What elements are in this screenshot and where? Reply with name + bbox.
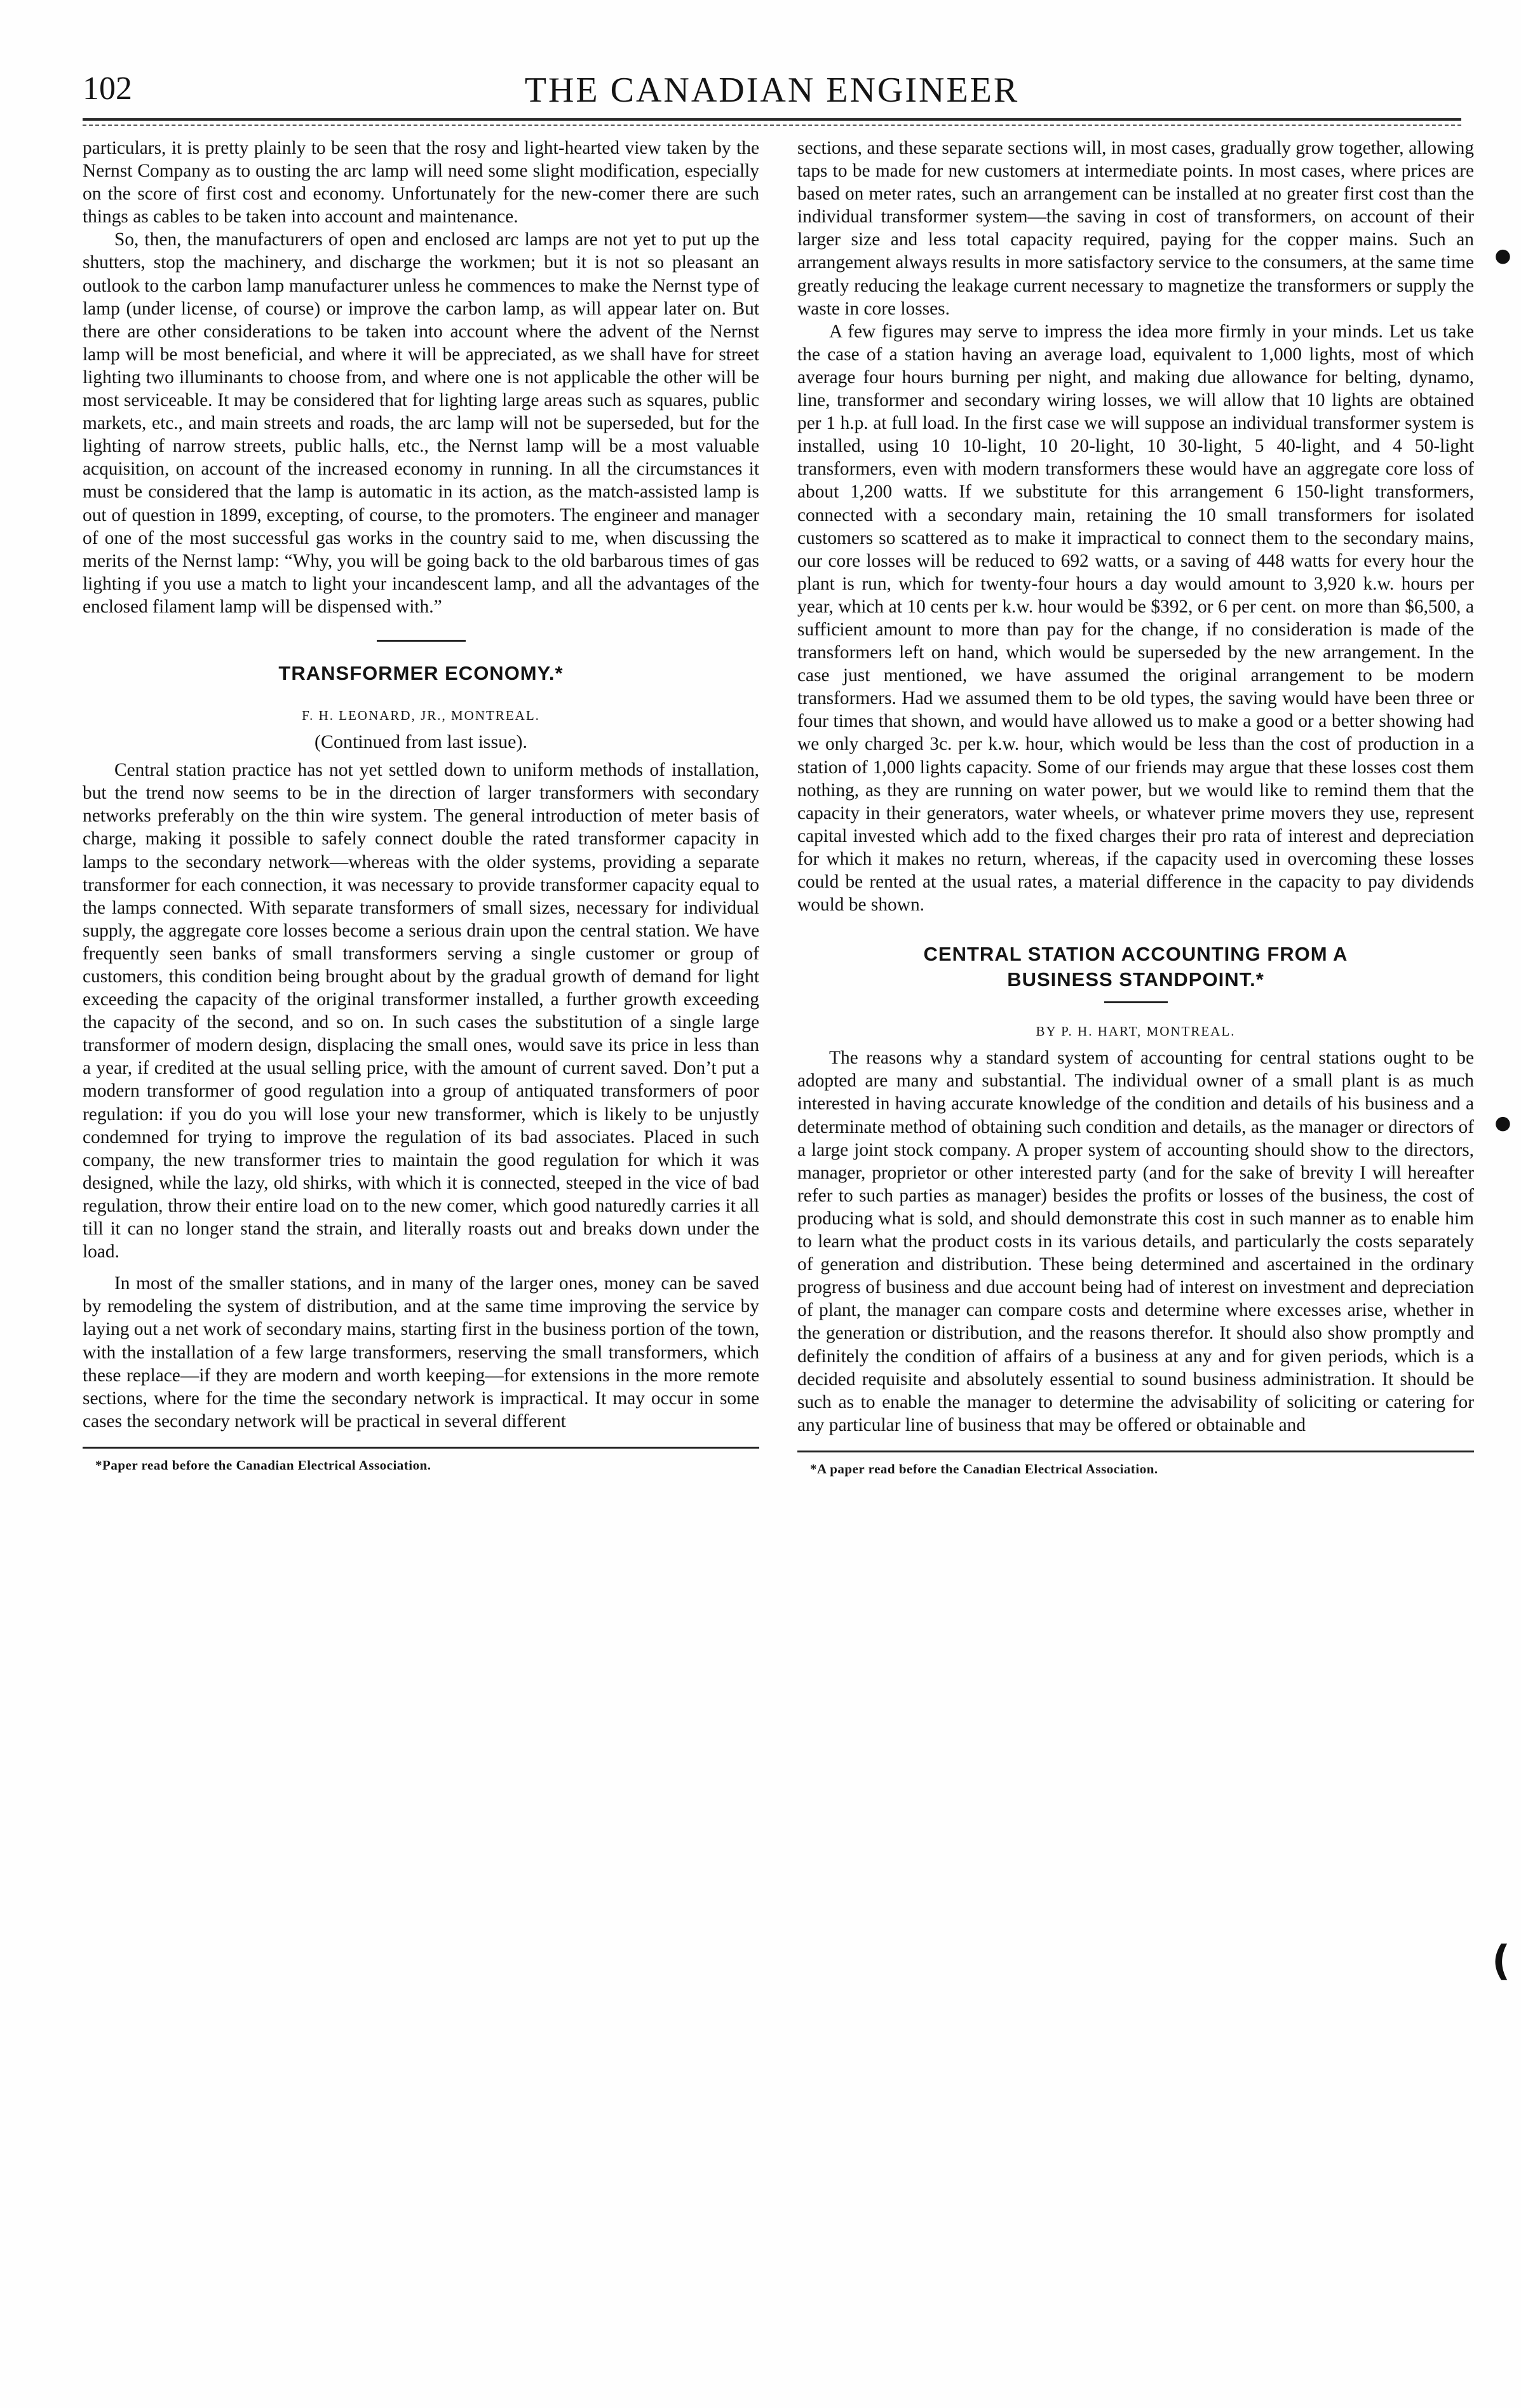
paragraph-smaller-stations: In most of the smaller stations, and in many of the larger ones, money can be saved by remodeling the system of distribution, and at the same time improving the service by laying out a net work of secondary mains, starting first in the business portion of the town, with the installation of a few large transformers, reserving the small transformers, which these replace—if they are modern and worth keeping—for extensions in the more remote sections, where for the time the secondary network is impractical. It may occur in some cases the secondary network will be practical in several different	[83, 1273, 759, 1431]
section-title-accounting	[797, 942, 1474, 992]
footnote-rule	[83, 1447, 759, 1449]
paragraph-accounting-reasons: The reasons why a standard system of accounting for central stations ought to be adopted are many and substantial. The individual owner of a small plant is as much interested in having accurate knowledge of the condition and details of his business and a determinate method of obtaining such condition and details, as the manager or directors of a large joint stock company. A proper system of accounting should show to the directors, manager, proprietor or other interested party (and for the sake of brevity I will hereafter refer to such parties as manager) besides the profits or losses of the business, the cost of producing what is sold, and should demonstrate this cost in such manner as to enable him to learn what the product costs in its various details, and particularly the costs separately of generation and distribution. These being determined and ascertained in the ordinary progress of business and due account being had of interest on investment and depreciation of plant, the manager can compare costs and determine where excesses arise, whether in the generation or distribution, and the reasons therefor. It should also show promptly and definitely the condition of affairs of a business at any and for given periods, which is a decided requisite and absolutely essential to sound business administration. It should be such as to enable the manager to determine the advisability of soliciting or catering for any particular line of business that may be offered or obtainable and	[797, 1048, 1474, 1435]
byline-hart: BY P. H. HART, MONTREAL.	[1036, 1024, 1236, 1039]
paragraph-few-figures: A few figures may serve to impress the idea more firmly in your minds. Let us take the case of a station having an average load, equivalent to 1,000 lights, most of which average four hours burning per night, and making due allowance for belting, dynamo, line, transformer and secondary wiring losses, we will allow that 10 lights are obtained per 1 h.p. at full load. In the first case we will suppose an individual transformer system is installed, using 10 10-light, 10 20-light, 10 30-light, 5 40-light, and 4 50-light transformers, even with modern transformers these would have an aggregate core loss of about 1,200 watts. If we substitute for this arrangement 6 150-light transformers, connected with a secondary main, retaining the 10 small transformers for isolated customers so scattered as to make it impractical to connect them to the secondary mains, our core losses will be reduced to 692 watts, or a saving of 448 watts for every hour the plant is run, which for twenty-four hours a day would amount to 3,920 k.w. hours per year, which at 10 cents per k.w. hour would be $392, or 6 per cent. on more than $6,500, a sufficient amount to more than pay for the change, if no consideration is made of the transformers left on hand, which would be superseded by the new arrangement. In the case just mentioned, we have assumed the original arrangement to be modern transformers. Had we assumed them to be old types, the saving would have been three or four times that shown, and would have allowed us to make a good or a better showing had we only charged 3c. per k.w. hour, which would be less than the cost of production in a station of 1,000 lights capacity. Some of our friends may argue that these losses cost them nothing, as they are running on water power, but we would like to remind them that the capacity in their generators, water wheels, or whatever prime movers they use, represent capital invested which add to the fixed charges their pro rata of interest and depreciation for which it makes no return, whereas, if the capacity used in overcoming these losses could be rented at the usual rates, a material difference in the capacity to pay dividends would be shown.	[797, 321, 1474, 916]
byline-leonard: F. H. LEONARD, JR., MONTREAL.	[302, 707, 540, 723]
continued-note: (Continued from last issue).	[314, 731, 527, 753]
title-underline	[1104, 1001, 1168, 1003]
header-rule	[83, 118, 1461, 121]
paragraph-arc-lamps: So, then, the manufacturers of open and enclosed arc lamps are not yet to put up the shutters, stop the machinery, and discharge the workmen; but it is not so pleasant an outlook to the carbon lamp manufacturer unless he commences to make the Nernst type of lamp (under license, of course) or improve the carbon lamp, as will appear later on. But there are other considerations to be taken into account where the advent of the Nernst lamp will be most beneficial, and where it will be appreciated, as we shall have for street lighting two illuminants to choose from, and where one is not applicable the other will be most serviceable. It may be considered that for lighting large areas such as squares, public markets, etc., and main streets and roads, the arc lamp will not be superseded, but for the lighting of narrow streets, public halls, etc., the Nernst lamp will be a most valuable acquisition, on account of the increased economy in running. In all the circumstances it must be considered that the lamp is automatic in its action, as the match-assisted lamp is out of question in 1899, excepting, of course, to the promoters. The engineer and manager of one of the most successful gas works in the country said to me, when discussing the merits of the Nernst lamp: “Why, you will be going back to the old barbarous times of gas lighting if you use a match to light your incandescent lamp, and all the advantages of the enclosed filament lamp will be dispensed with.”	[83, 229, 759, 617]
left-column	[83, 137, 759, 1477]
paragraph-separate-sections: sections, and these separate sections will, in most cases, gradually grow together, allowing taps to be made for new customers at intermediate points. In most cases, where prices are based on meter rates, such an arrangement can be installed at no greater first cost than the individual transformer system—the saving in cost of transformers, on account of their larger size and less total capacity required, paying for the copper mains. Such an arrangement always results in more satisfactory service to the consumers, at the same time greatly reducing the leakage current necessary to magnetize the transformers or supply the waste in core losses.	[797, 138, 1474, 319]
margin-punch-hole-mark: •	[1490, 1102, 1516, 1149]
footnote-left: *Paper read before the Canadian Electrical Association.	[95, 1457, 431, 1473]
footnote-rule-right	[797, 1451, 1474, 1452]
header-rule-dashed	[83, 125, 1461, 126]
spacer	[797, 916, 1474, 942]
footnote-right: *A paper read before the Canadian Electrical Association.	[810, 1461, 1158, 1477]
journal-title: THE CANADIAN ENGINEER	[524, 71, 1020, 110]
paragraph-nernst-cont: particulars, it is pretty plainly to be seen that the rosy and light-hearted view taken by the Nernst Company as to ousting the arc lamp will need some slight modification, especially on the score of first cost and economy. Unfortunately for the new-comer there are such things as cables to be taken into account and maintenance.	[83, 138, 759, 227]
section-title-line-1: CENTRAL STATION ACCOUNTING FROM A	[923, 943, 1348, 966]
page-number: 102	[83, 71, 132, 107]
section-title-line-2: BUSINESS STANDPOINT.*	[1007, 968, 1264, 991]
margin-punch-hole-mark: •	[1490, 235, 1516, 282]
section-title-transformer-economy: TRANSFORMER ECONOMY.*	[278, 661, 564, 684]
right-column	[797, 137, 1474, 1480]
page-header	[83, 70, 1461, 121]
section-divider	[377, 640, 466, 642]
paragraph-central-station-practice: Central station practice has not yet settled down to uniform methods of installation, but the trend now seems to be in the direction of larger transformers with secondary networks preferably on the thin wire system. The general introduction of meter basis of charge, making it possible to safely connect double the rated transformer capacity in lamps to the secondary network—whereas with the older systems, providing a separate transformer for each connection, it was necessary to provide transformer capacity equal to the lamps connected. With separate transformers of small sizes, necessary for individual supply, the aggregate core losses become a serious drain upon the central station. We have frequently seen banks of small transformers serving a single customer or group of customers, this condition being brought about by the gradual growth of demand for light exceeding the capacity of the original transformer installed, a further growth exceeding the capacity of the second, and so on. In such cases the substitution of a single large transformer of modern design, displacing the small ones, would save its price in less than a year, if credited at the usual selling price, with the amount of current saved. Don’t put a modern transformer of good regulation into a group of antiquated transformers of poor regulation: if you do you will lose your new transformer, which is likely to be unjustly condemned for trying to improve the regulation of its bad associates. Placed in such company, the new transformer tries to maintain the good regulation for which it was designed, while the lazy, old shirks, with which it is connected, steeped in the vice of bad regulation, throw their entire load on to the new comer, which good naturedly carries it all till it can no longer stand the strain, and literally roasts out and breaks down under the load.	[83, 760, 759, 1262]
margin-bracket-mark: (	[1492, 1938, 1511, 1985]
